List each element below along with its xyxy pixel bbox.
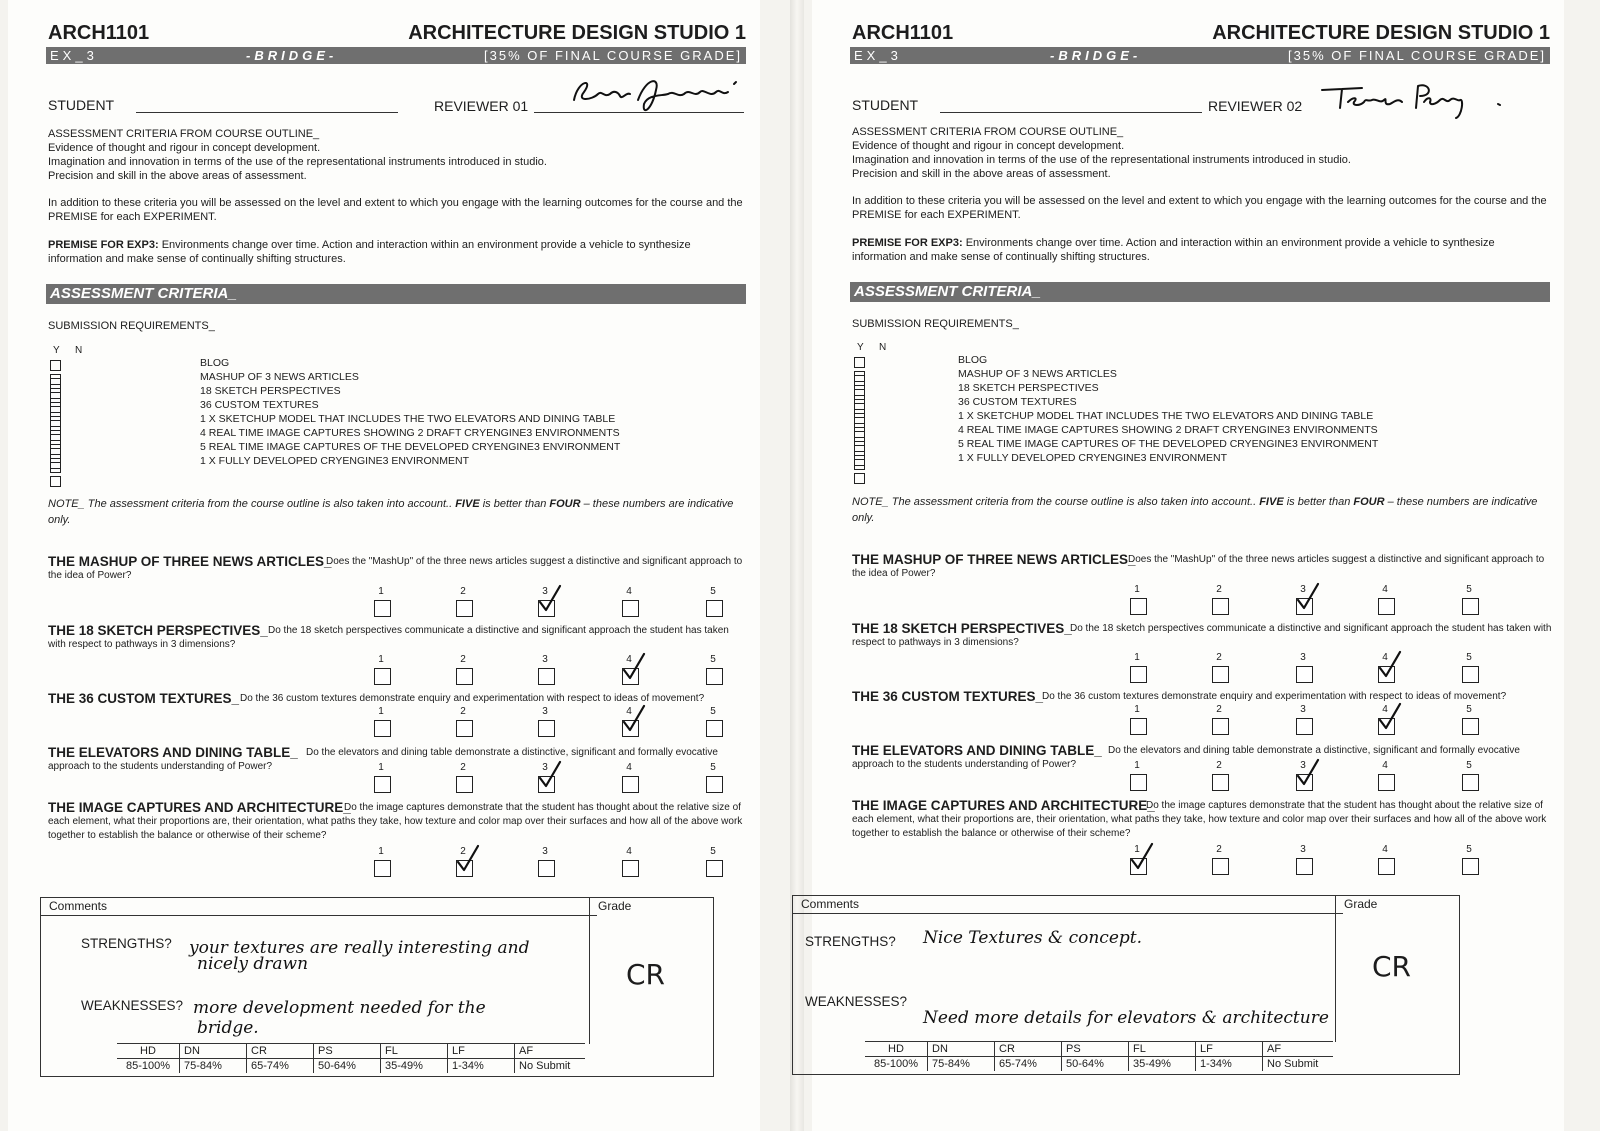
grade-weight: [35% OF FINAL COURSE GRADE] [1288, 48, 1546, 63]
weaknesses-comment: more development needed for the [193, 998, 486, 1018]
requirement-checkboxes[interactable] [50, 372, 90, 383]
rating-checkbox[interactable] [456, 668, 473, 685]
grade-bands-table [117, 1043, 585, 1073]
criterion-title: THE 36 CUSTOM TEXTURES_ [48, 691, 240, 706]
band-range: 35-49% [1129, 1057, 1196, 1072]
grade-band-ranges [117, 1059, 585, 1074]
requirement-item: BLOG [958, 354, 988, 366]
criterion-title: THE IMAGE CAPTURES AND ARCHITECTURE_ [852, 798, 1155, 813]
note-pre: NOTE_ The assessment criteria from the course outline is also taken into account.. [48, 498, 453, 510]
yes-checkbox[interactable] [50, 402, 61, 413]
criteria-line: Precision and skill in the above areas of assessment. [48, 170, 307, 182]
topic-label: -BRIDGE- [246, 48, 338, 63]
rating-checkbox[interactable] [1130, 666, 1147, 683]
rating-number: 2 [1216, 704, 1222, 715]
rating-number: 3 [542, 846, 548, 857]
requirement-labels [200, 356, 620, 468]
note-four: FOUR [1353, 496, 1385, 508]
rating-checkbox[interactable] [374, 600, 391, 617]
band-range: No Submit [1263, 1057, 1334, 1072]
band-code: HD [117, 1044, 180, 1059]
reviewer-signature [564, 70, 774, 114]
criterion-question: Does the "MashUp" of the three news articles suggest a distinctive and significant approach to the idea of Power? [48, 556, 743, 581]
rating-number: 4 [626, 846, 632, 857]
rating-number: 2 [1216, 652, 1222, 663]
checkmark-icon [1376, 702, 1404, 730]
requirement-checkboxes[interactable] [50, 386, 90, 397]
rating-checkbox[interactable] [374, 776, 391, 793]
rating-checkbox[interactable] [1212, 666, 1229, 683]
criteria-line: Precision and skill in the above areas of assessment. [852, 168, 1111, 180]
rating-number: 1 [378, 706, 384, 717]
requirement-checkboxes[interactable] [854, 369, 894, 380]
criterion-title: THE MASHUP OF THREE NEWS ARTICLES_ [48, 554, 332, 569]
rating-number: 3 [1300, 760, 1306, 771]
note-mid: is better than [1286, 496, 1351, 508]
rating-number: 5 [1466, 844, 1472, 855]
strengths-comment-line2: nicely drawn [197, 954, 309, 974]
grade-value: CR [1372, 950, 1412, 983]
rating-checkbox[interactable] [1462, 666, 1479, 683]
rating-checkbox[interactable] [374, 668, 391, 685]
weaknesses-label: WEAKNESSES? [805, 994, 908, 1009]
rating-number: 3 [1300, 652, 1306, 663]
rating-number: 3 [1300, 584, 1306, 595]
criterion-question: Do the 18 sketch perspectives communicate a distinctive and significant approach the student has taken with respect to pathways in 3 dimensions? [852, 623, 1552, 648]
yes-checkbox[interactable] [854, 413, 865, 424]
grade-weight: [35% OF FINAL COURSE GRADE] [484, 48, 742, 63]
requirement-item: 18 SKETCH PERSPECTIVES [958, 382, 1099, 394]
criterion-question: Do the 36 custom textures demonstrate enquiry and experimentation with respect to ideas of movement? [1042, 691, 1507, 702]
note-pre: NOTE_ The assessment criteria from the course outline is also taken into account.. [852, 496, 1257, 508]
criterion-question: Do the 36 custom textures demonstrate enquiry and experimentation with respect to ideas of movement? [240, 693, 705, 704]
rating-checkbox[interactable] [1130, 598, 1147, 615]
requirement-item: 1 X FULLY DEVELOPED CRYENGINE3 ENVIRONMENT [958, 452, 1227, 464]
rating-checkbox[interactable] [1296, 666, 1313, 683]
rating-number: 4 [1382, 584, 1388, 595]
checkmark-icon [1294, 758, 1322, 786]
exercise-label: EX_3 [854, 48, 902, 63]
checkmark-icon [536, 760, 564, 788]
band-range: 85-100% [117, 1059, 180, 1074]
criterion-title: THE 18 SKETCH PERSPECTIVES_ [48, 623, 268, 638]
rating-number: 1 [1134, 584, 1140, 595]
criteria-line: Imagination and innovation in terms of the use of the representational instruments introduced in studio. [48, 156, 547, 168]
requirement-item: MASHUP OF 3 NEWS ARTICLES [200, 371, 359, 383]
criterion-title: THE IMAGE CAPTURES AND ARCHITECTURE_ [48, 800, 351, 815]
student-label: STUDENT [48, 97, 115, 113]
comments-label: Comments [41, 898, 597, 916]
reviewer-signature [1318, 76, 1528, 120]
rating-number: 3 [542, 586, 548, 597]
rating-number: 4 [1382, 652, 1388, 663]
rating-number: 3 [542, 654, 548, 665]
premise-block [48, 238, 748, 266]
exercise-banner [46, 47, 746, 64]
section-title: ASSESSMENT CRITERIA_ [46, 284, 746, 304]
rating-checkbox[interactable] [706, 668, 723, 685]
checkmark-icon [620, 652, 648, 680]
band-code: LF [1196, 1042, 1263, 1057]
rating-number: 2 [460, 706, 466, 717]
rating-number: 1 [378, 762, 384, 773]
rating-number: 5 [1466, 760, 1472, 771]
requirement-checkboxes[interactable] [854, 383, 894, 394]
rating-number: 2 [460, 846, 466, 857]
grade-bands-table [865, 1041, 1333, 1071]
note-mid: is better than [482, 498, 547, 510]
weaknesses-comment-line2: bridge. [197, 1018, 259, 1038]
checkmark-icon [1294, 582, 1322, 610]
rating-checkbox[interactable] [1462, 598, 1479, 615]
premise-text: Environments change over time. Action and interaction within an environment provide a vehicle to synthesize information and make sense of continually shifting structures. [852, 237, 1495, 263]
criterion-question: Do the 18 sketch perspectives communicate a distinctive and significant approach the student has taken with respect to pathways in 3 dimensions? [48, 625, 729, 650]
rating-checkbox[interactable] [622, 600, 639, 617]
premise-label: PREMISE FOR EXP3: [852, 237, 963, 249]
criterion-title: THE ELEVATORS AND DINING TABLE_ [48, 745, 298, 760]
yes-checkbox[interactable] [50, 360, 61, 371]
criteria-heading: ASSESSMENT CRITERIA FROM COURSE OUTLINE_ [852, 126, 1124, 138]
course-code: ARCH1101 [852, 22, 954, 44]
criterion-title: THE MASHUP OF THREE NEWS ARTICLES_ [852, 552, 1136, 567]
yes-checkbox[interactable] [854, 455, 865, 466]
criterion-question: Do the image captures demonstrate that the student has thought about the relative size of each element, what their proportions are, their orientation, what paths they take, how texture and color map over their surfaces and how all of the above work together to establish the balance or otherwise of their scheme? [852, 800, 1547, 839]
criterion-question: Does the "MashUp" of the three news articles suggest a distinctive and significant approach to the idea of Power? [852, 554, 1545, 579]
criterion-title: THE ELEVATORS AND DINING TABLE_ [852, 743, 1102, 758]
rating-checkbox[interactable] [1378, 774, 1395, 791]
band-code: CR [995, 1042, 1062, 1057]
grade-band-ranges [865, 1057, 1333, 1072]
rating-checkbox[interactable] [1130, 774, 1147, 791]
submission-heading: SUBMISSION REQUIREMENTS_ [852, 318, 1019, 330]
requirement-item: 4 REAL TIME IMAGE CAPTURES SHOWING 2 DRAFT CRYENGINE3 ENVIRONMENTS [200, 427, 620, 439]
requirement-checkboxes[interactable] [854, 355, 894, 366]
band-code: FL [1129, 1042, 1196, 1057]
rating-checkbox[interactable] [1462, 774, 1479, 791]
rating-checkbox[interactable] [538, 668, 555, 685]
rating-number: 5 [1466, 584, 1472, 595]
requirement-item: 36 CUSTOM TEXTURES [200, 399, 319, 411]
rating-number: 3 [542, 706, 548, 717]
rating-number: 1 [1134, 704, 1140, 715]
rating-checkbox[interactable] [1462, 718, 1479, 735]
grade-label: Grade [1344, 897, 1378, 911]
band-range: 1-34% [1196, 1057, 1263, 1072]
rating-number: 5 [1466, 704, 1472, 715]
yes-no-header [53, 345, 97, 356]
requirement-checkboxes[interactable] [50, 428, 90, 439]
yes-checkbox[interactable] [854, 441, 865, 452]
rating-number: 5 [710, 762, 716, 773]
rating-number: 5 [710, 586, 716, 597]
course-code: ARCH1101 [48, 22, 150, 44]
yes-checkbox[interactable] [854, 357, 865, 368]
rating-number: 3 [1300, 844, 1306, 855]
yes-checkbox[interactable] [50, 388, 61, 399]
reviewer-label: REVIEWER 02 [1208, 98, 1303, 114]
checkmark-icon [536, 584, 564, 612]
student-name-field[interactable] [940, 112, 1202, 113]
criteria-heading: ASSESSMENT CRITERIA FROM COURSE OUTLINE_ [48, 128, 320, 140]
criteria-block [852, 125, 1552, 181]
rating-number: 5 [710, 706, 716, 717]
addition-text: In addition to these criteria you will be assessed on the level and extent to which you engage with the learning outcomes for the course and the PREMISE for each EXPERIMENT. [48, 197, 743, 223]
note-post: – these numbers are indicative only. [852, 496, 1538, 524]
yes-checkbox[interactable] [854, 371, 865, 382]
requirement-item: 1 X SKETCHUP MODEL THAT INCLUDES THE TWO ELEVATORS AND DINING TABLE [200, 413, 616, 425]
requirement-item: 5 REAL TIME IMAGE CAPTURES OF THE DEVELOPED CRYENGINE3 ENVIRONMENT [958, 438, 1379, 450]
band-range: 50-64% [1062, 1057, 1129, 1072]
rating-number: 1 [378, 586, 384, 597]
student-name-field[interactable] [136, 112, 398, 113]
premise-block [852, 236, 1552, 264]
exercise-banner [850, 47, 1550, 64]
rating-checkbox[interactable] [1212, 858, 1229, 875]
rating-checkbox[interactable] [1212, 598, 1229, 615]
checkmark-icon [454, 844, 482, 872]
strengths-label: STRENGTHS? [805, 934, 896, 949]
rating-checkbox[interactable] [1378, 858, 1395, 875]
yes-checkbox[interactable] [50, 416, 61, 427]
student-label: STUDENT [852, 97, 919, 113]
band-range: No Submit [515, 1059, 586, 1074]
requirement-checkboxes[interactable] [854, 439, 894, 450]
band-range: 75-84% [180, 1059, 247, 1074]
criteria-block [48, 127, 748, 183]
band-code: LF [448, 1044, 515, 1059]
rating-number: 2 [1216, 584, 1222, 595]
rating-checkbox[interactable] [706, 720, 723, 737]
criterion-question: Do the elevators and dining table demonstrate a distinctive, significant and formally evocative approach to the students understanding of Power? [852, 745, 1520, 770]
rating-checkbox[interactable] [706, 600, 723, 617]
requirement-checkboxes[interactable] [50, 400, 90, 411]
rating-number: 3 [542, 762, 548, 773]
band-code: AF [515, 1044, 586, 1059]
rating-number: 4 [626, 706, 632, 717]
grade-column [589, 898, 714, 1044]
rating-checkbox[interactable] [706, 860, 723, 877]
yes-checkbox[interactable] [854, 399, 865, 410]
requirement-item: 5 REAL TIME IMAGE CAPTURES OF THE DEVELOPED CRYENGINE3 ENVIRONMENT [200, 441, 621, 453]
rating-checkbox[interactable] [456, 720, 473, 737]
criteria-line: Evidence of thought and rigour in concept development. [852, 140, 1125, 152]
rating-number: 4 [626, 762, 632, 773]
requirement-item: MASHUP OF 3 NEWS ARTICLES [958, 368, 1117, 380]
weaknesses-comment: Need more details for elevators & architecture [923, 1008, 1329, 1028]
requirement-item: 1 X FULLY DEVELOPED CRYENGINE3 ENVIRONMENT [200, 455, 469, 467]
yes-no-header [857, 342, 901, 353]
rating-number: 5 [1466, 652, 1472, 663]
rating-number: 3 [1300, 704, 1306, 715]
checkmark-icon [1128, 842, 1156, 870]
grade-value: CR [626, 958, 666, 991]
band-range: 35-49% [381, 1059, 448, 1074]
rating-checkbox[interactable] [1130, 718, 1147, 735]
note-four: FOUR [549, 498, 581, 510]
rating-checkbox[interactable] [1462, 858, 1479, 875]
studio-title: ARCHITECTURE DESIGN STUDIO 1 [1212, 22, 1550, 44]
rating-number: 2 [1216, 844, 1222, 855]
requirement-checkboxes[interactable] [50, 442, 90, 453]
rating-number: 4 [626, 586, 632, 597]
requirement-item: BLOG [200, 357, 230, 369]
band-code: DN [928, 1042, 995, 1057]
rating-checkbox[interactable] [456, 600, 473, 617]
note-text [48, 496, 748, 528]
review-sheet-1 [8, 0, 760, 1131]
requirement-checkboxes[interactable] [854, 425, 894, 436]
rating-checkbox[interactable] [374, 720, 391, 737]
band-range: 65-74% [247, 1059, 314, 1074]
yes-checkbox[interactable] [50, 374, 61, 385]
yes-label: Y [53, 345, 60, 356]
band-code: CR [247, 1044, 314, 1059]
rating-number: 2 [460, 762, 466, 773]
rating-number: 1 [378, 654, 384, 665]
rating-checkbox[interactable] [538, 860, 555, 877]
yes-checkbox[interactable] [50, 458, 61, 469]
rating-checkbox[interactable] [1212, 774, 1229, 791]
requirement-checkboxes[interactable] [854, 397, 894, 408]
yes-checkbox[interactable] [854, 385, 865, 396]
criterion-question: Do the elevators and dining table demonstrate a distinctive, significant and formally evocative approach to the students understanding of Power? [48, 747, 718, 772]
criterion-title: THE 36 CUSTOM TEXTURES_ [852, 689, 1044, 704]
rating-number: 1 [1134, 844, 1140, 855]
requirement-checkboxes[interactable] [854, 453, 894, 464]
band-code: DN [180, 1044, 247, 1059]
requirement-checkboxes[interactable] [854, 411, 894, 422]
grade-band-codes [117, 1044, 585, 1059]
review-sheet-2 [801, 0, 1564, 1131]
studio-title: ARCHITECTURE DESIGN STUDIO 1 [408, 22, 746, 44]
criterion-title: THE 18 SKETCH PERSPECTIVES_ [852, 621, 1072, 636]
note-five: FIVE [455, 498, 480, 510]
addition-text: In addition to these criteria you will be assessed on the level and extent to which you engage with the learning outcomes for the course and the PREMISE for each EXPERIMENT. [852, 195, 1547, 221]
strengths-label: STRENGTHS? [81, 936, 172, 951]
rating-checkbox[interactable] [374, 860, 391, 877]
requirement-item: 4 REAL TIME IMAGE CAPTURES SHOWING 2 DRAFT CRYENGINE3 ENVIRONMENTS [958, 424, 1378, 436]
weaknesses-label: WEAKNESSES? [81, 998, 184, 1013]
rating-number: 5 [710, 846, 716, 857]
rating-checkbox[interactable] [706, 776, 723, 793]
rating-number: 5 [710, 654, 716, 665]
rating-number: 1 [378, 846, 384, 857]
band-range: 65-74% [995, 1057, 1062, 1072]
grade-column [1335, 896, 1460, 1042]
yes-checkbox[interactable] [50, 444, 61, 455]
requirement-labels [958, 353, 1378, 465]
rating-number: 1 [1134, 652, 1140, 663]
criteria-line: Imagination and innovation in terms of the use of the representational instruments introduced in studio. [852, 154, 1351, 166]
rating-checkbox[interactable] [456, 776, 473, 793]
checkmark-icon [620, 704, 648, 732]
strengths-comment: your textures are really interesting and [189, 938, 530, 958]
band-range: 1-34% [448, 1059, 515, 1074]
no-checkbox[interactable] [854, 473, 865, 484]
rating-checkbox[interactable] [622, 860, 639, 877]
topic-label: -BRIDGE- [1050, 48, 1142, 63]
rating-number: 4 [1382, 760, 1388, 771]
band-range: 85-100% [865, 1057, 928, 1072]
premise-label: PREMISE FOR EXP3: [48, 239, 159, 251]
requirement-checkboxes[interactable] [50, 456, 90, 467]
rating-number: 4 [1382, 844, 1388, 855]
submission-heading: SUBMISSION REQUIREMENTS_ [48, 320, 215, 332]
rating-number: 2 [460, 654, 466, 665]
comments-box [40, 897, 714, 1077]
requirement-checkboxes[interactable] [50, 358, 90, 369]
rating-checkbox[interactable] [1212, 718, 1229, 735]
rating-checkbox[interactable] [1296, 718, 1313, 735]
yes-checkbox[interactable] [854, 427, 865, 438]
grade-band-codes [865, 1042, 1333, 1057]
yes-label: Y [857, 342, 864, 353]
premise-text: Environments change over time. Action and interaction within an environment provide a vehicle to synthesize information and make sense of continually shifting structures. [48, 239, 691, 265]
band-code: PS [314, 1044, 381, 1059]
criterion-question: Do the image captures demonstrate that the student has thought about the relative size of each element, what their proportions are, their orientation, what paths they take, how texture and color map over their surfaces and how all of the above work together to establish the balance or otherwise of their scheme? [48, 802, 743, 841]
grade-label: Grade [598, 899, 632, 913]
rating-checkbox[interactable] [1296, 858, 1313, 875]
band-range: 50-64% [314, 1059, 381, 1074]
comments-box [792, 895, 1460, 1075]
requirement-item: 36 CUSTOM TEXTURES [958, 396, 1077, 408]
band-code: PS [1062, 1042, 1129, 1057]
section-title: ASSESSMENT CRITERIA_ [850, 282, 1550, 302]
no-label: N [75, 345, 83, 356]
band-range: 75-84% [928, 1057, 995, 1072]
no-checkbox[interactable] [50, 476, 61, 487]
note-post: – these numbers are indicative only. [48, 498, 734, 526]
rating-checkbox[interactable] [622, 776, 639, 793]
band-code: HD [865, 1042, 928, 1057]
reviewer-label: REVIEWER 01 [434, 98, 529, 114]
rating-checkbox[interactable] [538, 720, 555, 737]
rating-number: 2 [1216, 760, 1222, 771]
no-label: N [879, 342, 887, 353]
requirement-item: 18 SKETCH PERSPECTIVES [200, 385, 341, 397]
rating-number: 1 [1134, 760, 1140, 771]
requirement-checkboxes[interactable] [50, 414, 90, 425]
rating-checkbox[interactable] [1378, 598, 1395, 615]
rating-number: 4 [626, 654, 632, 665]
strengths-comment: Nice Textures & concept. [923, 928, 1142, 948]
checkmark-icon [1376, 650, 1404, 678]
criteria-line: Evidence of thought and rigour in concept development. [48, 142, 321, 154]
rating-number: 2 [460, 586, 466, 597]
note-five: FIVE [1259, 496, 1284, 508]
requirement-item: 1 X SKETCHUP MODEL THAT INCLUDES THE TWO ELEVATORS AND DINING TABLE [958, 410, 1374, 422]
band-code: FL [381, 1044, 448, 1059]
comments-label: Comments [793, 896, 1343, 914]
yes-checkbox[interactable] [50, 430, 61, 441]
note-text [852, 494, 1552, 526]
band-code: AF [1263, 1042, 1334, 1057]
exercise-label: EX_3 [50, 48, 98, 63]
rating-number: 4 [1382, 704, 1388, 715]
